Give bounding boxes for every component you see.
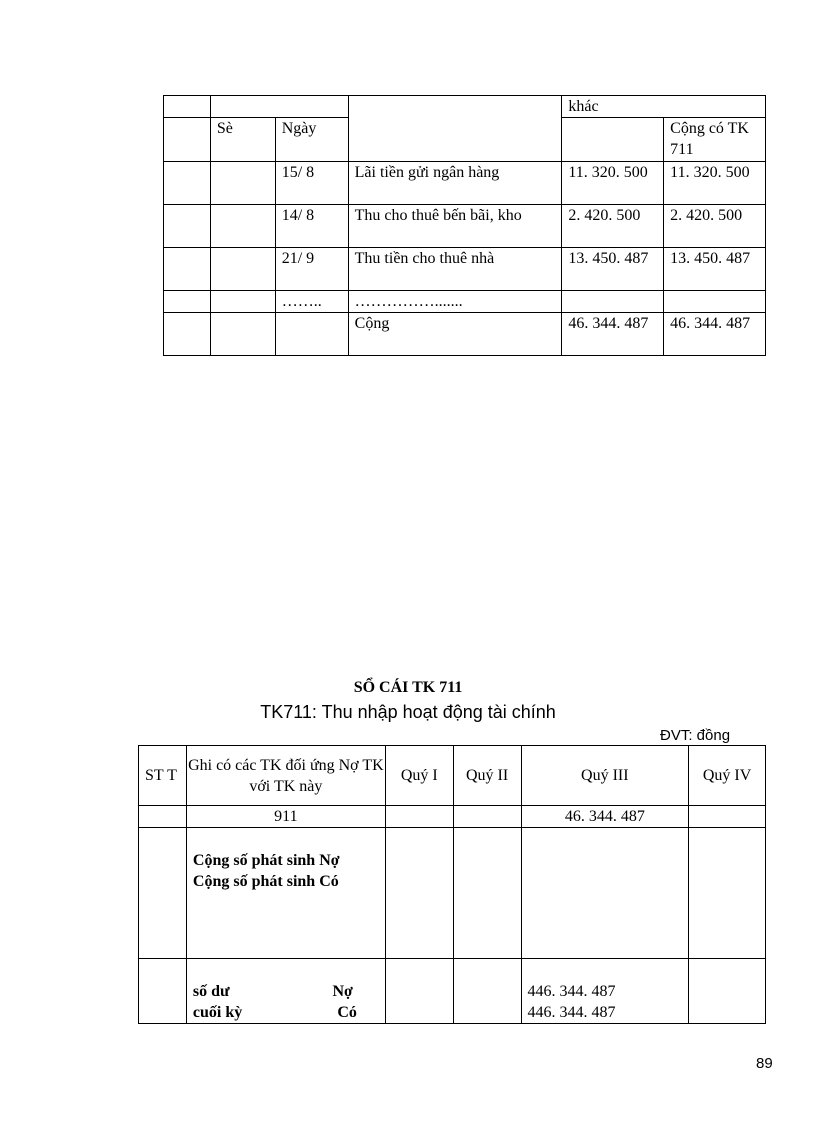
ledger-table [138, 745, 766, 1024]
header-q1: Quý I [385, 746, 453, 806]
row-total: 2. 420. 500 [664, 205, 766, 248]
row-desc: Thu tiền cho thuê nhà [348, 248, 562, 291]
row-amount: 11. 320. 500 [562, 162, 664, 205]
balance-no: Nợ [332, 983, 353, 1000]
table-row [164, 248, 766, 291]
table-row [164, 205, 766, 248]
row-total: 46. 344. 487 [664, 313, 766, 356]
unit-label: ĐVT: đồng [660, 727, 731, 744]
table-row [139, 806, 766, 828]
total-debit-label: Cộng số phát sinh Nợ [192, 852, 340, 869]
row-date: 21/ 9 [275, 248, 348, 291]
header-account: Ghi có các TK đối ứng Nợ TK với TK này [186, 746, 385, 806]
ledger-title: SỔ CÁI TK 711 [353, 679, 463, 696]
header-cong-co: Cộng có TK 711 [664, 118, 766, 162]
row-amount: 2. 420. 500 [562, 205, 664, 248]
header-q4: Quý IV [689, 746, 766, 806]
table-row [164, 162, 766, 205]
page-number: 89 [756, 1055, 773, 1072]
row-desc: Lãi tiền gửi ngân hàng [348, 162, 562, 205]
balance-label-1: số dư [192, 983, 230, 1000]
q3-value: 46. 344. 487 [521, 806, 689, 828]
balance-q3-co: 446. 344. 487 [527, 1004, 616, 1021]
row-date: …….. [275, 291, 348, 313]
total-credit-label: Cộng số phát sinh Có [192, 873, 339, 890]
row-desc: ……………....... [348, 291, 562, 313]
header-q2: Quý II [453, 746, 521, 806]
row-amount: 13. 450. 487 [562, 248, 664, 291]
header-ngay: Ngày [275, 118, 348, 162]
row-total: 13. 450. 487 [664, 248, 766, 291]
revenue-detail-table [163, 95, 766, 356]
row-date [275, 313, 348, 356]
row-date: 14/ 8 [275, 205, 348, 248]
header-stt: ST T [139, 746, 187, 806]
account-911: 911 [186, 806, 385, 828]
balance-label-2: cuối kỳ [192, 1004, 243, 1021]
table-row [164, 313, 766, 356]
row-date: 15/ 8 [275, 162, 348, 205]
ledger-subtitle: TK711: Thu nhập hoạt động tài chính [260, 702, 556, 722]
row-amount [562, 291, 664, 313]
header-khac: khác [562, 96, 766, 118]
table-row [139, 828, 766, 959]
balance-q3-no: 446. 344. 487 [527, 983, 616, 1000]
row-total: 11. 320. 500 [664, 162, 766, 205]
row-amount: 46. 344. 487 [562, 313, 664, 356]
table-row [139, 959, 766, 1024]
row-desc: Thu cho thuê bến bãi, kho [348, 205, 562, 248]
table-row [164, 291, 766, 313]
header-q3: Quý III [521, 746, 689, 806]
row-total [664, 291, 766, 313]
header-so: Sè [210, 118, 275, 162]
row-desc: Cộng [348, 313, 562, 356]
balance-co: Có [337, 1004, 357, 1021]
